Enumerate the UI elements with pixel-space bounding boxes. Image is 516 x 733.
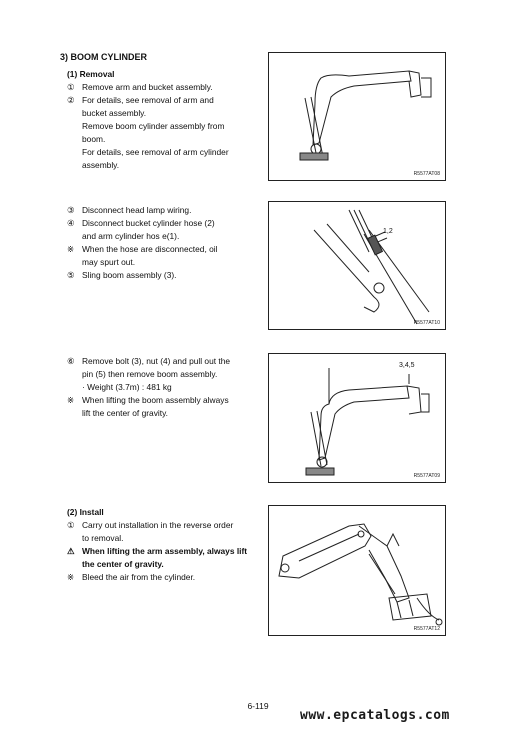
figure-callout: 1,2 [383, 228, 393, 235]
step-marker: ① [67, 520, 75, 530]
boom-drawing [269, 53, 445, 180]
step-marker: ④ [67, 218, 75, 228]
section-title: 3) BOOM CYLINDER [60, 52, 148, 62]
step-line: Bleed the air from the cylinder. [82, 572, 196, 582]
step-line: Carry out installation in the reverse order [82, 520, 234, 530]
figure-id: R5577AT08 [413, 171, 440, 177]
figure-hose-disconnect [268, 201, 446, 330]
step-line: bucket assembly. [82, 108, 147, 118]
removal-block-2 [67, 204, 257, 282]
step-list [67, 519, 257, 584]
step-item [67, 243, 257, 269]
step-item [67, 269, 257, 282]
figure-id: R5577AT10 [413, 320, 440, 326]
step-line: Sling boom assembly (3). [82, 270, 177, 280]
step-marker: ※ [67, 395, 75, 405]
step-marker: ※ [67, 244, 75, 254]
boom-install-drawing [269, 506, 445, 635]
step-line: Remove boom cylinder assembly from [82, 121, 225, 131]
step-marker: ⑥ [67, 356, 75, 366]
removal-block-3 [67, 355, 257, 420]
step-line: When lifting the boom assembly always [82, 395, 229, 405]
watermark: www.epcatalogs.com [300, 708, 450, 723]
step-item [67, 204, 257, 217]
step-line: · Weight (3.7m) : 481 kg [82, 382, 172, 392]
install-block [67, 506, 257, 584]
step-line: For details, see removal of arm and [82, 95, 214, 105]
step-line: For details, see removal of arm cylinder [82, 147, 229, 157]
step-marker: ※ [67, 572, 75, 582]
step-line: When the hose are disconnected, oil [82, 244, 218, 254]
step-line: Remove bolt (3), nut (4) and pull out the [82, 356, 231, 366]
page-number: 6-119 [247, 701, 269, 711]
step-line: Remove arm and bucket assembly. [82, 82, 213, 92]
step-line: lift the center of gravity. [82, 408, 168, 418]
figure-id: R5577AT09 [413, 473, 440, 479]
boom-drawing [269, 354, 445, 482]
step-item [67, 519, 257, 545]
step-marker: ① [67, 82, 75, 92]
step-line: Disconnect bucket cylinder hose (2) [82, 218, 215, 228]
step-line: the center of gravity. [82, 559, 164, 569]
figure-boom-removal-1 [268, 52, 446, 181]
step-line: When lifting the arm assembly, always lift [82, 546, 248, 556]
figure-callout: 3,4,5 [399, 362, 415, 369]
step-marker: ② [67, 95, 75, 105]
figure-boom-removal-2 [268, 353, 446, 483]
step-item [67, 81, 257, 94]
step-line: Disconnect head lamp wiring. [82, 205, 192, 215]
warning-icon: ⚠ [67, 546, 75, 556]
removal-block-1 [67, 68, 257, 172]
step-list [67, 81, 257, 172]
step-list [67, 355, 257, 420]
step-item [67, 355, 257, 394]
step-item [67, 571, 257, 584]
step-item [67, 545, 257, 571]
step-item [67, 394, 257, 420]
step-line: assembly. [82, 160, 120, 170]
step-line: pin (5) then remove boom assembly. [82, 369, 218, 379]
step-line: and arm cylinder hos e(1). [82, 231, 180, 241]
figure-id: R5577AT12 [413, 626, 440, 632]
hose-drawing [269, 202, 445, 329]
install-heading: (2) Install [67, 507, 104, 517]
removal-heading: (1) Removal [67, 69, 115, 79]
step-marker: ③ [67, 205, 75, 215]
step-list [67, 204, 257, 282]
step-line: to removal. [82, 533, 124, 543]
figure-install [268, 505, 446, 636]
step-item [67, 94, 257, 172]
step-line: may spurt out. [82, 257, 136, 267]
step-item [67, 217, 257, 243]
step-line: boom. [82, 134, 106, 144]
step-marker: ⑤ [67, 270, 75, 280]
